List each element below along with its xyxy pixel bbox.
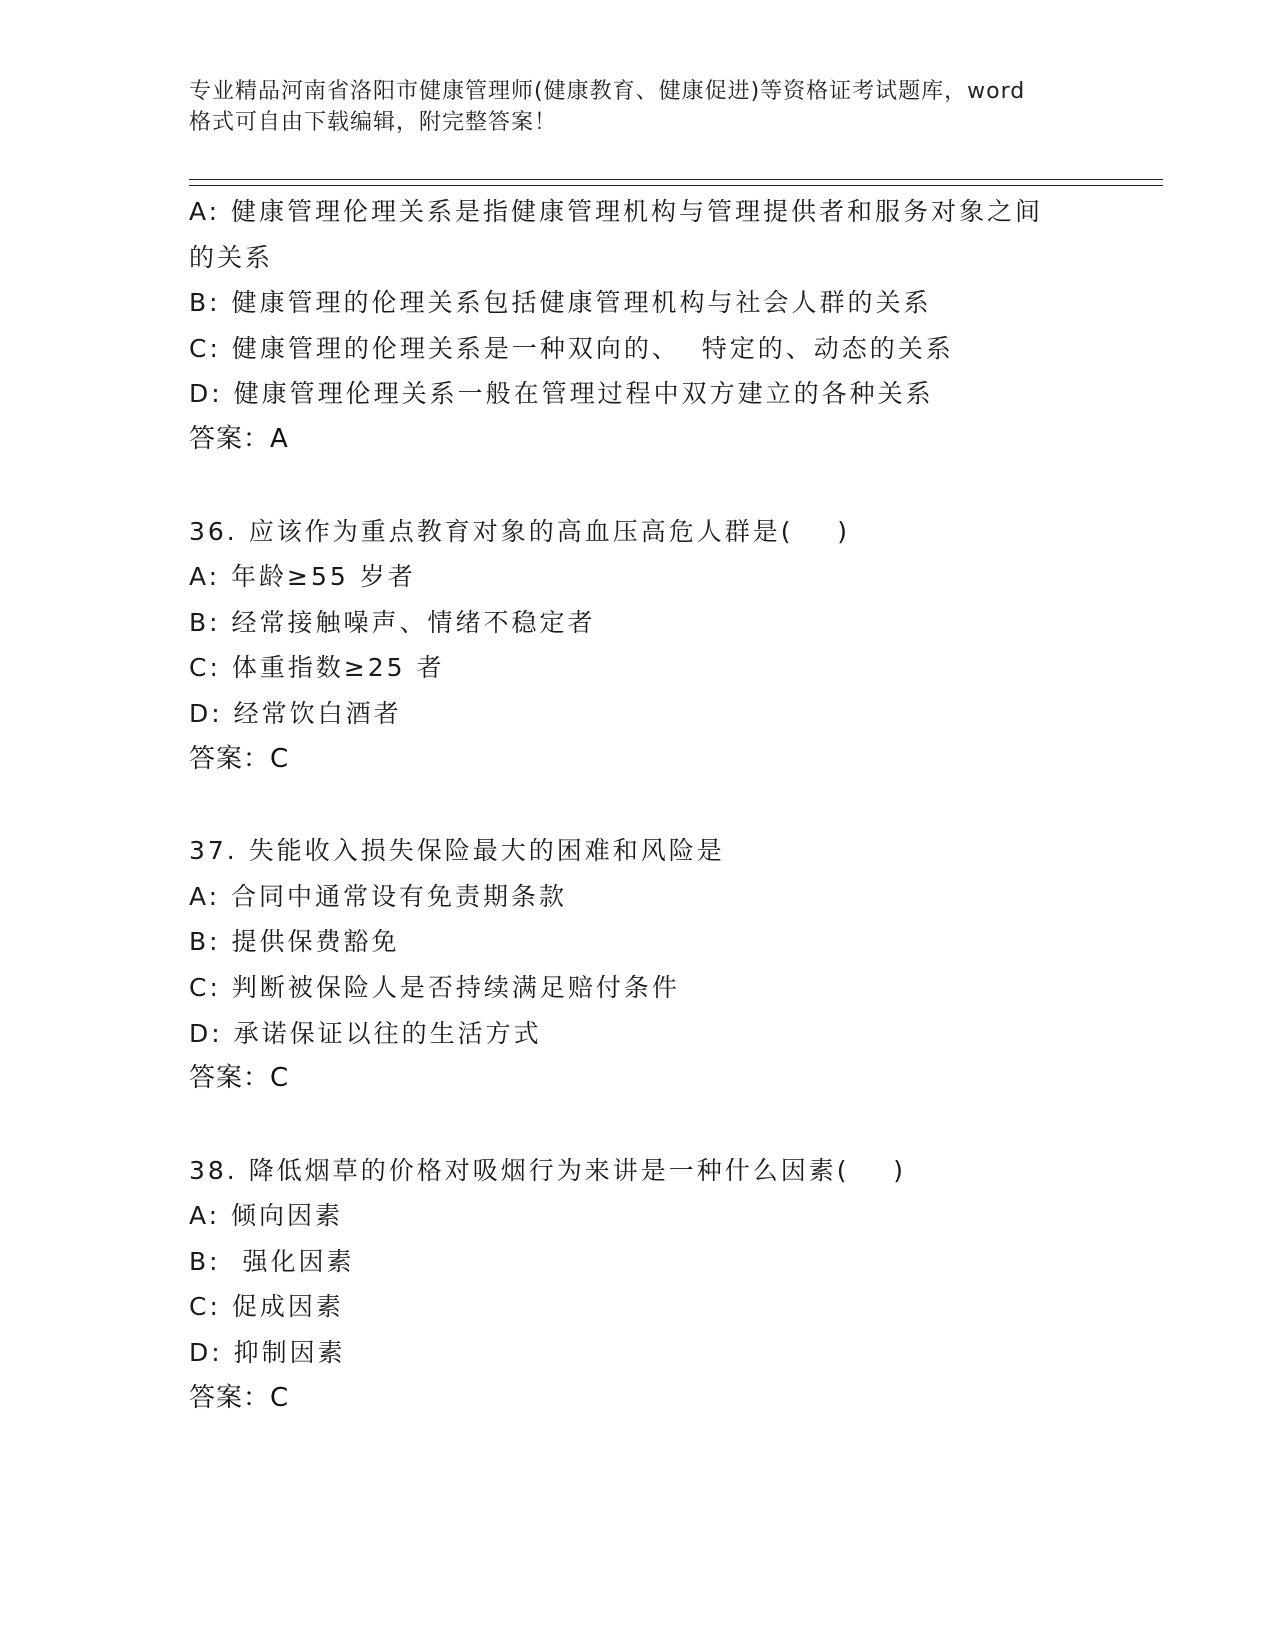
question-text: 37. 失能收入损失保险最大的困难和风险是 xyxy=(189,836,725,866)
question-block-37 xyxy=(189,828,1089,1102)
option-c: C: 判断被保险人是否持续满足赔付条件 xyxy=(189,972,680,1002)
option-c: C: 体重指数≥25 者 xyxy=(189,653,445,683)
spacer xyxy=(189,782,1089,828)
option-b: B: 经常接触噪声、情绪不稳定者 xyxy=(189,607,596,637)
option-d: D: 承诺保证以往的生活方式 xyxy=(189,1018,542,1048)
option-a: A: 年龄≥55 岁者 xyxy=(189,562,416,592)
header-rule-bottom xyxy=(189,185,1163,186)
header-line-2: 格式可自由下载编辑，附完整答案！ xyxy=(189,110,558,135)
option-a: A: 合同中通常设有免责期条款 xyxy=(189,881,568,911)
question-block-38 xyxy=(189,1148,1089,1422)
answer: 答案：A xyxy=(189,423,289,454)
answer: 答案：C xyxy=(189,1063,290,1094)
option-a-continued: 的关系 xyxy=(189,242,274,272)
page-header xyxy=(189,76,1089,138)
option-a: A: 健康管理伦理关系是指健康管理机构与管理提供者和服务对象之间 xyxy=(189,197,1044,226)
option-c: C: 健康管理的伦理关系是一种双向的、 特定的、动态的关系 xyxy=(189,333,954,363)
header-rule-top xyxy=(189,179,1163,180)
question-list xyxy=(189,189,1089,1421)
question-text: 36. 应该作为重点教育对象的高血压高危人群是( ) xyxy=(189,516,851,546)
question-text: 38. 降低烟草的价格对吸烟行为来讲是一种什么因素( ) xyxy=(189,1155,907,1185)
option-c: C: 促成因素 xyxy=(189,1292,344,1322)
option-d: D: 抑制因素 xyxy=(189,1338,346,1368)
spacer xyxy=(189,463,1089,509)
option-b: B: 健康管理的伦理关系包括健康管理机构与社会人群的关系 xyxy=(189,288,932,318)
answer: 答案：C xyxy=(189,743,290,774)
header-line-1: 专业精品河南省洛阳市健康管理师(健康教育、健康促进)等资格证考试题库，word xyxy=(189,79,1026,104)
question-block-35 xyxy=(189,189,1089,463)
option-b: B: 强化因素 xyxy=(189,1246,355,1276)
option-b: B: 提供保费豁免 xyxy=(189,927,400,957)
answer: 答案：C xyxy=(189,1382,290,1413)
spacer xyxy=(189,1102,1089,1148)
question-block-36 xyxy=(189,509,1089,783)
option-d: D: 经常饮白酒者 xyxy=(189,698,402,728)
option-a: A: 倾向因素 xyxy=(189,1201,344,1231)
option-d: D: 健康管理伦理关系一般在管理过程中双方建立的各种关系 xyxy=(189,379,934,409)
